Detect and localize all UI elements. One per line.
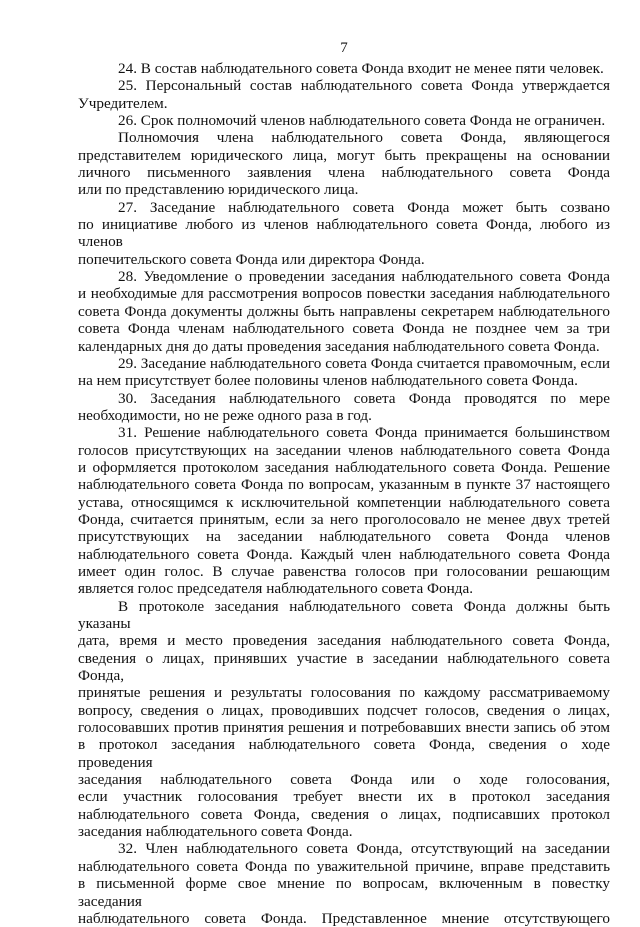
paragraph (78, 598, 610, 841)
text-line: В протоколе заседания наблюдательного совета Фонда должны быть указаны (78, 597, 610, 632)
text-line: личного письменного заявления члена наблюдательного совета Фонда (78, 164, 610, 182)
text-line: присутствующих на заседании наблюдательного совета Фонда членов (78, 528, 610, 546)
text-line: дата, время и место проведения заседания наблюдательного совета Фонда, (78, 632, 610, 650)
text-line: в письменной форме свое мнение по вопросам, включенным в повестку заседания (78, 875, 610, 910)
text-line: 24. В состав наблюдательного совета Фонда входит не менее пяти человек. (118, 60, 604, 77)
page-number: 7 (340, 40, 348, 56)
text-line: 26. Срок полномочий членов наблюдательного совета Фонда не ограничен. (118, 112, 606, 130)
text-line: заседания наблюдательного совета Фонда или о ходе голосования, (78, 771, 610, 789)
text-line: заседания наблюдательного совета Фонда. (78, 823, 353, 841)
paragraph (78, 112, 610, 129)
text-line: и оформляется протоколом заседания наблюдательного совета Фонда. Решение (78, 458, 610, 476)
text-line: 32. Член наблюдательного совета Фонда, отсутствующий на заседании (118, 840, 610, 858)
text-line: по инициативе любого из членов наблюдательного совета Фонда, любого из членов (78, 216, 610, 251)
paragraph (78, 199, 610, 268)
text-line: необходимости, но не реже одного раза в год. (78, 406, 372, 424)
text-line: 25. Персональный состав наблюдательного совета Фонда утверждается (118, 77, 610, 95)
text-line: совета Фонда документы должны быть направлены секретарем наблюдательного (78, 302, 610, 320)
text-line: Учредителем. (78, 94, 168, 112)
paragraph (78, 268, 610, 355)
document-body (78, 60, 610, 927)
text-line: 28. Уведомление о проведении заседания наблюдательного совета Фонда (118, 268, 610, 286)
text-line: наблюдательного совета Фонда. Каждый член наблюдательного совета Фонда (78, 545, 610, 563)
text-line: и необходимые для рассмотрения вопросов повестки заседания наблюдательного (78, 285, 610, 303)
paragraph (78, 840, 610, 927)
text-line: имеет один голос. В случае равенства голосов при голосовании решающим (78, 562, 610, 580)
paragraph (78, 129, 610, 198)
text-line: является голос председателя наблюдательного совета Фонда. (78, 580, 474, 598)
text-line: представителем юридического лица, могут быть прекращены на основании (78, 146, 610, 164)
text-line: на нем присутствует более половины членов наблюдательного совета Фонда. (78, 372, 578, 390)
text-line: наблюдательного совета Фонда по уважительной причине, вправе представить (78, 857, 610, 875)
text-line: 29. Заседание наблюдательного совета Фонда считается правомочным, если (118, 354, 610, 372)
text-line: голосов присутствующих на заседании членов наблюдательного совета Фонда (78, 441, 610, 459)
paragraph (78, 77, 610, 112)
text-line: или по представлению юридического лица. (78, 181, 359, 199)
text-line: в протокол заседания наблюдательного совета Фонда, сведения о ходе проведения (78, 736, 610, 771)
text-line: Фонда, считается принятым, если за него проголосовало не менее двух третей (78, 510, 610, 528)
paragraph (78, 424, 610, 597)
text-line: совета Фонда членам наблюдательного совета Фонда не позднее чем за три (78, 320, 610, 338)
text-line: календарных дня до даты проведения заседания наблюдательного совета Фонда. (78, 337, 600, 355)
paragraph (78, 390, 610, 425)
text-line: голосовавших против принятия решения и потребовавших внести запись об этом (78, 719, 610, 737)
text-line: 27. Заседание наблюдательного совета Фонда может быть созвано (118, 198, 610, 216)
text-line: наблюдательного совета Фонда. Представленное мнение отсутствующего (78, 909, 610, 927)
text-line: попечительского совета Фонда или директора Фонда. (78, 250, 425, 268)
text-line: наблюдательного совета Фонда по вопросам, указанным в пункте 37 настоящего (78, 476, 610, 494)
document-page (78, 38, 610, 927)
text-line: сведения о лицах, принявших участие в заседании наблюдательного совета Фонда, (78, 649, 610, 685)
text-line: Полномочия члена наблюдательного совета Фонда, являющегося (118, 129, 610, 147)
text-line: 30. Заседания наблюдательного совета Фонда проводятся по мере (118, 389, 610, 407)
text-line: устава, относящимся к исключительной компетенции наблюдательного совета (78, 493, 610, 511)
text-line: принятые решения и результаты голосования по каждому рассматриваемому (78, 684, 610, 702)
text-line: если участник голосования требует внести их в протокол заседания (78, 788, 610, 806)
text-line: наблюдательного совета Фонда, сведения о лицах, подписавших протокол (78, 805, 610, 823)
text-line: 31. Решение наблюдательного совета Фонда принимается большинством (118, 424, 610, 442)
text-line: вопросу, сведения о лицах, проводивших подсчет голосов, сведения о лицах, (78, 701, 610, 719)
paragraph (78, 355, 610, 390)
paragraph (78, 60, 610, 77)
